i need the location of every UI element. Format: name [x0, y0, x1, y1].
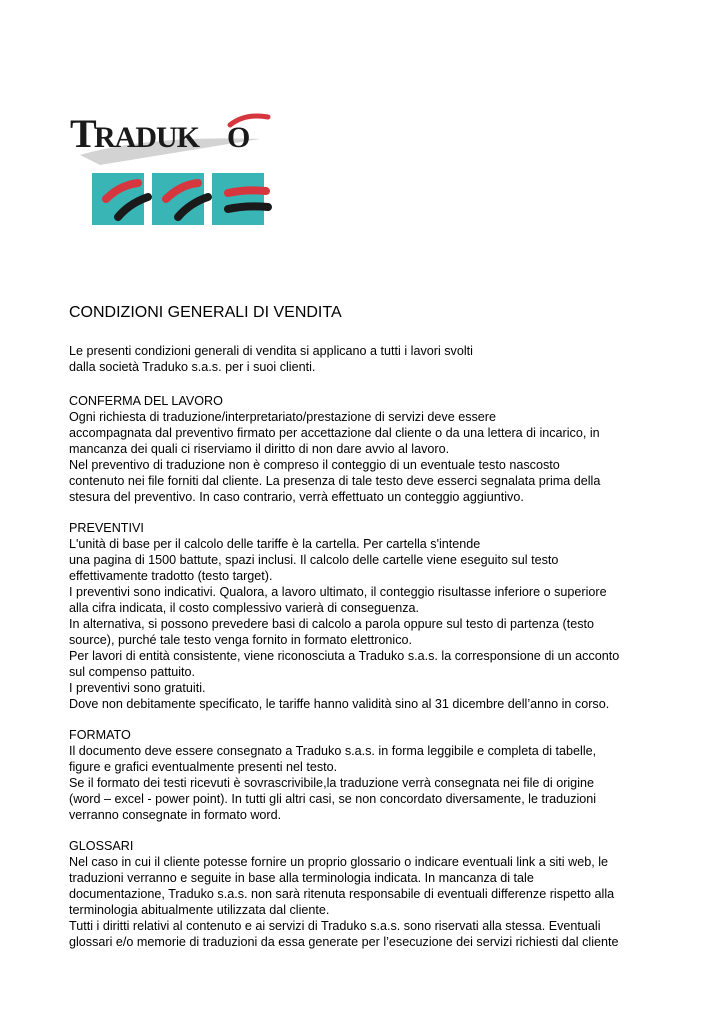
section-heading: CONFERMA DEL LAVORO — [69, 394, 223, 408]
section-line: traduzioni verranno e seguite in base alla terminologia indicata. In mancanza di tale — [69, 871, 534, 885]
section-line: una pagina di 1500 battute, spazi inclusi. Il calcolo delle cartelle viene eseguito sul testo — [69, 553, 559, 567]
section-line: Il documento deve essere consegnato a Traduko s.a.s. in forma leggibile e completa di tabelle, — [69, 744, 597, 758]
section-line: effettivamente tradotto (testo target). — [69, 569, 273, 583]
section-line: figure e grafici eventualmente presenti nel testo. — [69, 760, 338, 774]
intro-line: dalla società Traduko s.a.s. per i suoi clienti. — [69, 360, 316, 374]
svg-text:RADUK: RADUK — [94, 121, 199, 154]
section-line: Nel preventivo di traduzione non è compreso il conteggio di un eventuale testo nascosto — [69, 458, 560, 472]
section-line: Se il formato dei testi ricevuti è sovrascrivibile,la traduzione verrà consegnata nei file di origine — [69, 776, 594, 790]
section-line: sul compenso pattuito. — [69, 665, 196, 679]
section-line: alla cifra indicata, il costo complessivo varierà di conseguenza. — [69, 601, 419, 615]
svg-text:O: O — [227, 121, 251, 154]
section-preventivi — [69, 520, 669, 712]
section-line: L'unità di base per il calcolo delle tariffe è la cartella. Per cartella s'intende — [69, 537, 481, 551]
traduko-logo — [70, 95, 310, 230]
section-formato — [69, 727, 669, 823]
section-line: I preventivi sono indicativi. Qualora, a lavoro ultimato, il conteggio risultasse inferiore o superiore — [69, 585, 607, 599]
section-conferma — [69, 393, 669, 505]
section-line: terminologia abitualmente utilizzata dal cliente. — [69, 903, 330, 917]
section-glossari — [69, 838, 669, 950]
section-line: In alternativa, si possono prevedere basi di calcolo a parola oppure sul testo di partenza (testo — [69, 617, 595, 631]
section-line: Tutti i diritti relativi al contenuto e ai servizi di Traduko s.a.s. sono riservati alla stessa. Eventuali — [69, 919, 601, 933]
section-heading: FORMATO — [69, 728, 131, 742]
section-line: mancanza dei quali ci riserviamo il diritto di non dare avvio al lavoro. — [69, 442, 450, 456]
document-body — [69, 304, 669, 965]
intro-line: Le presenti condizioni generali di vendita si applicano a tutti i lavori svolti — [69, 344, 473, 358]
svg-text:T: T — [70, 111, 96, 156]
section-line: Dove non debitamente specificato, le tariffe hanno validità sino al 31 dicembre dell’anno in corso. — [69, 697, 610, 711]
section-heading: GLOSSARI — [69, 839, 134, 853]
section-line: contenuto nei file forniti dal cliente. La presenza di tale testo deve esserci segnalata prima della — [69, 474, 601, 488]
section-line: verranno consegnate in formato word. — [69, 808, 282, 822]
section-line: Nel caso in cui il cliente potesse fornire un proprio glossario o indicare eventuali link a siti web, le — [69, 855, 609, 869]
section-line: documentazione, Traduko s.a.s. non sarà ritenuta responsabile di eventuali differenze rispetto alla — [69, 887, 615, 901]
section-line: accompagnata dal preventivo firmato per accettazione dal cliente o da una lettera di incarico, in — [69, 426, 600, 440]
section-heading: PREVENTIVI — [69, 521, 144, 535]
section-line: stesura del preventivo. In caso contrario, verrà effettuato un conteggio aggiuntivo. — [69, 490, 524, 504]
section-line: glossari e/o memorie di traduzioni da essa generate per l’esecuzione dei servizi richiesti dal cliente — [69, 935, 619, 949]
document-title: CONDIZIONI GENERALI DI VENDITA — [69, 304, 342, 321]
section-line: Ogni richiesta di traduzione/interpretariato/prestazione di servizi deve essere — [69, 410, 497, 424]
section-line: I preventivi sono gratuiti. — [69, 681, 206, 695]
section-line: source), purché tale testo venga fornito in formato elettronico. — [69, 633, 413, 647]
intro-paragraph — [69, 343, 669, 375]
section-line: (word – excel - power point). In tutti gli altri casi, se non concordato diversamente, le traduzioni — [69, 792, 597, 806]
section-line: Per lavori di entità consistente, viene riconosciuta a Traduko s.a.s. la corresponsione di un acconto — [69, 649, 620, 663]
